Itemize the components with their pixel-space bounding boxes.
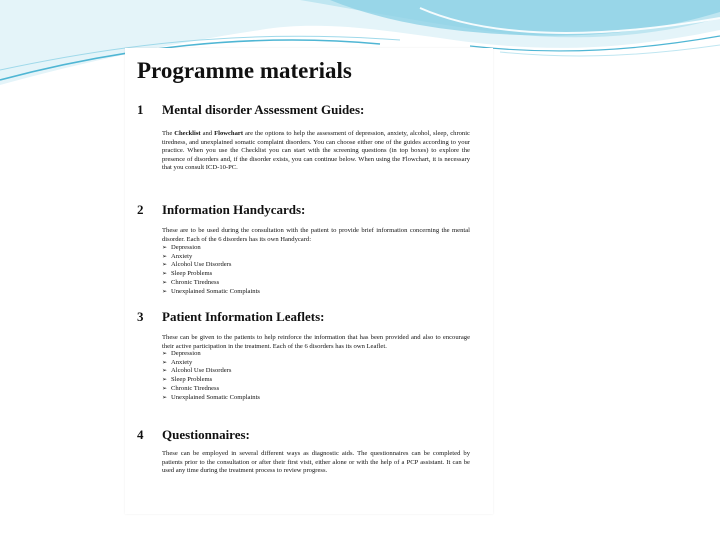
list-item: ➢ Sleep Problems [162, 376, 213, 384]
arrow-bullet-icon: ➢ [162, 279, 168, 286]
section-1-number: 1 [137, 102, 144, 117]
arrow-bullet-icon: ➢ [162, 288, 168, 295]
arrow-bullet-icon: ➢ [162, 394, 168, 401]
section-3-list [162, 350, 260, 402]
arrow-bullet-icon: ➢ [162, 245, 168, 251]
arrow-bullet-icon: ➢ [162, 271, 168, 278]
section-2-text: These are to be used during the consultation with the patient to provide brief information concerning the mental disorder. Each of the 6 disorders has its own Handycard: [162, 227, 470, 243]
page-title: Programme materials [137, 58, 352, 83]
section-1-heading: Mental disorder Assessment Guides: [162, 102, 365, 117]
section-3-heading: Patient Information Leaflets: [162, 309, 325, 324]
checklist-term: Checklist [174, 130, 201, 137]
list-item: ➢ Anxiety [162, 358, 193, 366]
arrow-bullet-icon: ➢ [162, 377, 168, 384]
section-2-heading: Information Handycards: [162, 202, 306, 217]
list-item: ➢ Chronic Tiredness [162, 384, 220, 392]
list-item: ➢ Unexplained Somatic Complaints [162, 393, 261, 401]
flowchart-term: Flowchart [214, 130, 244, 137]
section-3-number: 3 [137, 309, 144, 324]
list-item: ➢ Alcohol Use Disorders [162, 261, 232, 269]
arrow-bullet-icon: ➢ [162, 351, 168, 357]
list-item: ➢ Chronic Tiredness [162, 278, 220, 286]
section-4-number: 4 [137, 427, 144, 442]
arrow-bullet-icon: ➢ [162, 368, 168, 375]
section-1-text: The Checklist and Flowchart are the options to help the assessment of depression, anxiety, alcohol, sleep, chronic tiredness, and unexplained somatic complaint disorders. You can choose either one of the guides according to your practice. When you use the Checklist you can start with the screening questions (in top boxes) to explore the presence of disorders and, if the disorder exists, you can continue below. When using the Flowchart, it is necessary that you consult ICD-10-PC. [162, 130, 470, 172]
section-2-list [162, 244, 260, 296]
arrow-bullet-icon: ➢ [162, 359, 168, 366]
list-item: ➢ Alcohol Use Disorders [162, 367, 232, 375]
section-4-heading: Questionnaires: [162, 427, 250, 442]
list-item: ➢ Anxiety [162, 252, 193, 260]
arrow-bullet-icon: ➢ [162, 262, 168, 269]
list-item: ➢ Sleep Problems [162, 270, 213, 278]
arrow-bullet-icon: ➢ [162, 385, 168, 392]
list-item: ➢ Depression [162, 350, 201, 357]
list-item: ➢ Depression [162, 244, 201, 251]
arrow-bullet-icon: ➢ [162, 253, 168, 260]
section-4-text: These can be employed in several different ways as diagnostic aids. The questionnaires can be completed by patients prior to the consultation or after their first visit, either alone or with the help of a PCP assistant. It can be used any time during the treatment process to review progress. [162, 450, 470, 475]
list-item: ➢ Unexplained Somatic Complaints [162, 287, 261, 295]
section-2-number: 2 [137, 202, 144, 217]
section-3-text: These can be given to the patients to help reinforce the information that has been provided and also to encourage their active participation in the treatment. Each of the 6 disorders has its own Leaflet. [162, 334, 470, 350]
